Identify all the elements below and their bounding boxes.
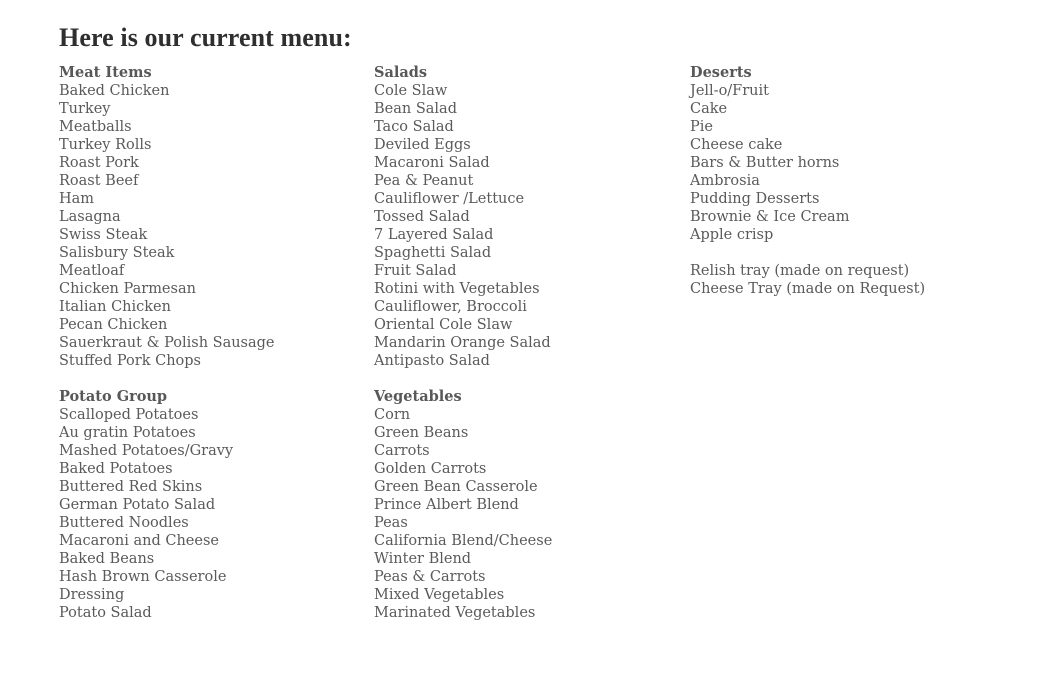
menu-columns bbox=[59, 64, 1019, 664]
menu-item: Cole Slaw bbox=[374, 83, 448, 99]
menu-item: Macaroni and Cheese bbox=[59, 533, 219, 549]
menu-item: Chicken Parmesan bbox=[59, 281, 196, 297]
menu-item: Cheese Tray (made on Request) bbox=[690, 281, 926, 297]
menu-item: 7 Layered Salad bbox=[374, 227, 494, 243]
menu-item: Pudding Desserts bbox=[690, 191, 820, 207]
menu-item: Deviled Eggs bbox=[374, 137, 471, 153]
menu-item: Scalloped Potatoes bbox=[59, 407, 199, 423]
menu-item: Meatloaf bbox=[59, 263, 125, 279]
menu-item: Bean Salad bbox=[374, 101, 457, 117]
menu-item: Golden Carrots bbox=[374, 461, 487, 477]
menu-item: Swiss Steak bbox=[59, 227, 148, 243]
menu-item: California Blend/Cheese bbox=[374, 533, 553, 549]
menu-page bbox=[59, 20, 1019, 664]
menu-item: Turkey Rolls bbox=[59, 137, 152, 153]
item-list bbox=[59, 406, 275, 622]
menu-item: Dressing bbox=[59, 587, 125, 603]
menu-item: Spaghetti Salad bbox=[374, 245, 492, 261]
extras-list bbox=[690, 262, 925, 298]
menu-item: Meatballs bbox=[59, 119, 132, 135]
menu-item: Jell-o/Fruit bbox=[690, 83, 769, 99]
menu-item: Brownie & Ice Cream bbox=[690, 209, 850, 225]
menu-item: Buttered Red Skins bbox=[59, 479, 203, 495]
menu-item: Marinated Vegetables bbox=[374, 605, 536, 621]
menu-item: Baked Beans bbox=[59, 551, 155, 567]
menu-item: Roast Pork bbox=[59, 155, 139, 171]
menu-item: Relish tray (made on request) bbox=[690, 263, 910, 279]
menu-item: Roast Beef bbox=[59, 173, 139, 189]
menu-item: Prince Albert Blend bbox=[374, 497, 519, 513]
menu-item: Ambrosia bbox=[690, 173, 760, 189]
item-list bbox=[690, 82, 925, 244]
menu-item: German Potato Salad bbox=[59, 497, 216, 513]
section-heading: Potato Group bbox=[59, 388, 168, 405]
section-vegetables bbox=[374, 388, 552, 622]
menu-item: Baked Chicken bbox=[59, 83, 170, 99]
menu-item: Antipasto Salad bbox=[374, 353, 490, 369]
section-heading: Vegetables bbox=[374, 388, 462, 405]
menu-item: Cauliflower /Lettuce bbox=[374, 191, 525, 207]
section-salads bbox=[374, 64, 552, 370]
section-deserts bbox=[690, 64, 925, 244]
menu-item: Tossed Salad bbox=[374, 209, 470, 225]
menu-item: Rotini with Vegetables bbox=[374, 281, 540, 297]
section-heading: Deserts bbox=[690, 64, 752, 81]
menu-item: Bars & Butter horns bbox=[690, 155, 840, 171]
menu-item: Taco Salad bbox=[374, 119, 454, 135]
menu-item: Salisbury Steak bbox=[59, 245, 175, 261]
menu-item: Green Beans bbox=[374, 425, 469, 441]
menu-item: Cauliflower, Broccoli bbox=[374, 299, 527, 315]
menu-item: Potato Salad bbox=[59, 605, 152, 621]
page-title: Here is our current menu: bbox=[59, 23, 352, 52]
item-list bbox=[59, 82, 275, 370]
menu-column-1 bbox=[59, 64, 275, 640]
menu-item: Pecan Chicken bbox=[59, 317, 168, 333]
menu-item: Macaroni Salad bbox=[374, 155, 490, 171]
menu-item: Carrots bbox=[374, 443, 430, 459]
menu-item: Mandarin Orange Salad bbox=[374, 335, 551, 351]
menu-item: Lasagna bbox=[59, 209, 121, 225]
menu-item: Hash Brown Casserole bbox=[59, 569, 227, 585]
item-list bbox=[374, 406, 552, 622]
menu-item: Cheese cake bbox=[690, 137, 783, 153]
menu-item: Mixed Vegetables bbox=[374, 587, 505, 603]
menu-item: Sauerkraut & Polish Sausage bbox=[59, 335, 275, 351]
menu-item: Mashed Potatoes/Gravy bbox=[59, 443, 234, 459]
menu-item: Cake bbox=[690, 101, 728, 117]
menu-item: Pie bbox=[690, 119, 713, 135]
menu-column-2 bbox=[374, 64, 552, 640]
section-potato-group bbox=[59, 388, 275, 622]
menu-item: Italian Chicken bbox=[59, 299, 171, 315]
menu-item: Green Bean Casserole bbox=[374, 479, 538, 495]
menu-item: Oriental Cole Slaw bbox=[374, 317, 513, 333]
menu-item: Stuffed Pork Chops bbox=[59, 353, 201, 369]
item-list bbox=[374, 82, 552, 370]
menu-item: Apple crisp bbox=[690, 227, 774, 243]
menu-item: Corn bbox=[374, 407, 411, 423]
section-heading: Salads bbox=[374, 64, 428, 81]
menu-item: Ham bbox=[59, 191, 95, 207]
menu-item: Winter Blend bbox=[374, 551, 472, 567]
menu-item: Peas bbox=[374, 515, 408, 531]
menu-item: Peas & Carrots bbox=[374, 569, 486, 585]
menu-item: Buttered Noodles bbox=[59, 515, 189, 531]
menu-column-3 bbox=[690, 64, 925, 298]
menu-item: Fruit Salad bbox=[374, 263, 457, 279]
section-meat-items bbox=[59, 64, 275, 370]
section-heading: Meat Items bbox=[59, 64, 152, 81]
menu-item: Turkey bbox=[59, 101, 111, 117]
menu-item: Baked Potatoes bbox=[59, 461, 173, 477]
menu-item: Au gratin Potatoes bbox=[59, 425, 196, 441]
menu-item: Pea & Peanut bbox=[374, 173, 474, 189]
